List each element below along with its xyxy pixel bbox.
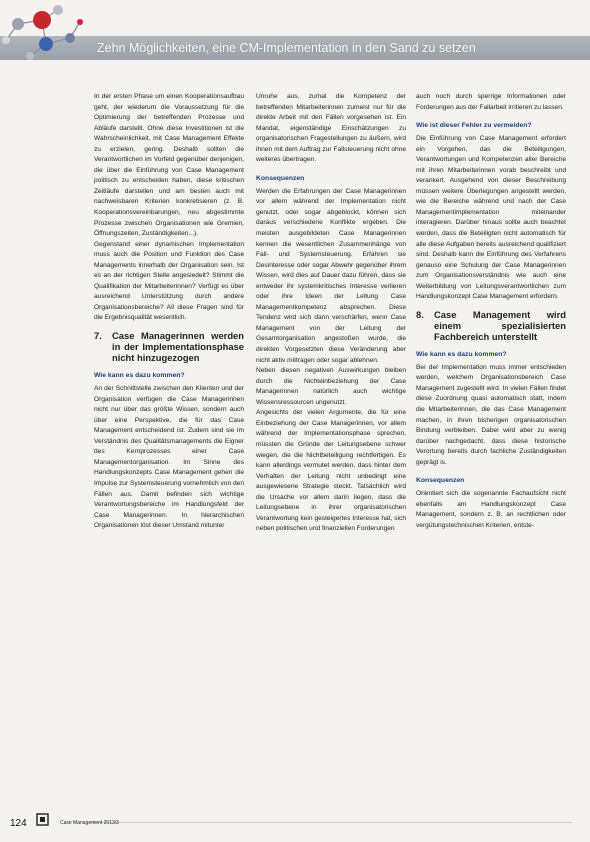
paragraph: Gegenstand einer dynamischen Implementation muss auch die Position und Funktion des Case Managements innerhalb der Organisation sein. Ist es an der richtigen Stelle angesiedelt? Stimmt die Qualifikation der Mitarbeiterinnen? Verfügt es über ausreichend Unterstützung durch andere Organisationsbereiche? All diese Fragen sind für die Ergebnisqualität wesentlich. bbox=[94, 240, 244, 322]
section-heading-7 bbox=[94, 330, 244, 363]
paragraph: auch noch durch sperrige Informationen oder Forderungen aus der Fallarbeit irritieren zu lassen. bbox=[416, 93, 566, 111]
subheading: Wie kann es dazu kommen? bbox=[94, 372, 185, 380]
page-number: 124 bbox=[10, 818, 27, 829]
footer-rule bbox=[92, 822, 572, 823]
paragraph: Unruhe aus, zumal die Kompetenz der betreffenden Mitarbeiterinnen zumeist nur für die direkte Arbeit mit den Fällen vorgesehen ist. Ein Mandat, eigenständige Einschätzungen zu organisatorischen Fragestellungen zu äußern, wird ihnen mit dem Auftrag zur Fallsteuerung nicht ohne weiteres übertragen. bbox=[256, 93, 406, 164]
subheading: Konsequenzen bbox=[256, 174, 305, 182]
paragraph: Orientiert sich die sogenannte Fachaufsicht nicht ebenfalls am Handlungskonzept Case Management, sondern z. B. an rechtlichen oder vergütungstechnischen Kriterien, entste- bbox=[416, 490, 566, 529]
section-title: Case Managerinnen werden in der Implementationsphase nicht hinzugezogen bbox=[112, 330, 244, 364]
section-heading-8 bbox=[416, 309, 566, 342]
section-number: 7. bbox=[94, 330, 102, 342]
section-number: 8. bbox=[416, 308, 424, 320]
column-1 bbox=[94, 92, 244, 532]
section-title: Case Management wird einem spezialisierten Fachbereich unterstellt bbox=[434, 308, 566, 342]
molecule-graphic bbox=[0, 0, 86, 68]
column-3 bbox=[416, 92, 566, 532]
subheading: Konsequenzen bbox=[416, 477, 465, 485]
column-2 bbox=[256, 92, 406, 535]
footer-magazine: Case Management 2013/3 bbox=[60, 820, 119, 826]
paragraph: Neben diesen negativen Auswirkungen bleiben durch die Nichteinbeziehung der Case Managerinnen natürlich auch wichtige Wissensressourcen ungenutzt. bbox=[256, 367, 406, 406]
paragraph: Werden die Erfahrungen der Case Managerinnen vor allem während der Implementation nicht genutzt, oder sogar abgeblockt, können sich daraus verschiedene Konflikte ergeben. Die meisten ausgebildeten Case Managerinnen kennen die wesentlichen Zusammenhänge von Fall- und Systemsteuerung. Erfahren sie Desinteresse oder sogar Abwehr gegenüber ihrem Wissen, wird dies auf Dauer dazu führen, dass sie entweder ihr systemkritisches Interesse verlieren oder ihre Ideen der Leitung Case Managementkompetenz absprechen. Diese Tendenz wird sich dann verschärfen, wenn Case Management von der Leitung der Gesamtorganisation angestoßen wurde, die direkten Vorgesetzten diese Veränderung aber nicht aktiv mittragen oder sogar ablehnen. bbox=[256, 187, 406, 364]
magazine-logo-icon bbox=[36, 813, 49, 826]
paragraph: Bei der Implementation muss immer entschieden werden, welchem Organisationsbereich Case Management zugestellt wird. In vielen Fällen findet diese Zuordnung quasi automatisch statt, indem die Mitarbeiterinnen, die das Case Management machen, in ihren bisherigen organisatorischen Bindung verbleiben. Dabei wird aber zu wenig darüber nachgedacht, dass diese historische Verortung bereits durch fachliche Zuständigkeiten geprägt is. bbox=[416, 363, 566, 466]
page-header-title: Zehn Möglichkeiten, eine CM-Implementation in den Sand zu setzen bbox=[97, 41, 476, 55]
paragraph: In der ersten Phase um einen Kooperationsaufbau geht, der wiederum die Voraussetzung für die Optimierung der betreffenden Prozesse und Abläufe darstellt. Ohne diese Investitionen ist die Wahrscheinlichkeit, mit Case Management Effekte zu erzielen, gering. Deshalb sollten die Verantwortlichen im Vorfeld gegenüber denjenigen, die über die Einführung von Case Management politisch zu entscheiden haben, diese kritischen Zeitläufe darstellen und am besten auch mit nachweisbaren Kriterien konkretisieren (z. B. Kooperationsvereinbarungen, neu abgestimmte Prozesse zwischen Organisationen wie Gremien, Öffnungszeiten, Zuständigkeiten...). bbox=[94, 93, 244, 238]
paragraph: Die Einführung von Case Management erfordert ein Vorgehen, das die Beteiligungen, Verantwortungen und Kompetenzen aller Bereiche mit ihren Mitarbeiterinnen vorab beschreibt und verankert. Ausgehend von dieser Beschreibung müssen weitere Überlegungen angestellt werden, wie die Bereiche während und nach der Case Managementimplementation miteinander interagieren. Darüber hinaus sollte auch beachtet werden, dass die Beteiligten nicht automatisch für alle diese Aufgaben bereits ausreichend qualifiziert sind. Deshalb kann die Einführung des Verfahrens genauso eine Schulung der Case Managerinnen zum Organisationsverständnis wie auch eine Weiterbildung von Leitungsverantwortlichen zum Handlungskonzept Case Management erfordern. bbox=[416, 135, 566, 301]
paragraph: An der Schnittstelle zwischen den Klienten und der Organisation verfügen die Case Managerinnen nicht nur über das größte Wissen, sondern auch über eine Perspektive, die für das Case Management entscheidend ist. Zudem sind sie im Verständnis des Qualitätsmanagements die Eigner des Kernprozesses einer Case Managementorganisation. Im Sinne des Handlungskonzepts Case Management gehen die Impulse zur Systemsteuerung vornehmlich von den Fällen aus. Damit befinden sich wichtige Verantwortungsbereiche im Handlungsfeld der Case Managerinnen. In hierarchischen Organisationen löst dieser Umstand mitunter bbox=[94, 385, 244, 530]
paragraph: Angesichts der vielen Argumente, die für eine Einbeziehung der Case Managerinnen, vor allem während der Implementationsphase sprechen, müssten die Gründe der Leitungsebene schwer wiegen, die die Nichtbeteiligung rechtfertigen. Es kann allerdings vermutet werden, dass hinter dem Verhalten der Leitung nicht unbedingt eine ausgewiesene Strategie steckt. Tatsächlich wird die Ursache vor allem darin liegen, dass die Leitungsebene in ihrer organisatorischen Verantwortung kein gesteigertes Interesse hat, sich neben politischen und finanziellen Forderungen bbox=[256, 409, 406, 533]
subheading: Wie ist dieser Fehler zu vermeiden? bbox=[416, 122, 532, 130]
subheading: Wie kann es dazu kommen? bbox=[416, 350, 507, 358]
